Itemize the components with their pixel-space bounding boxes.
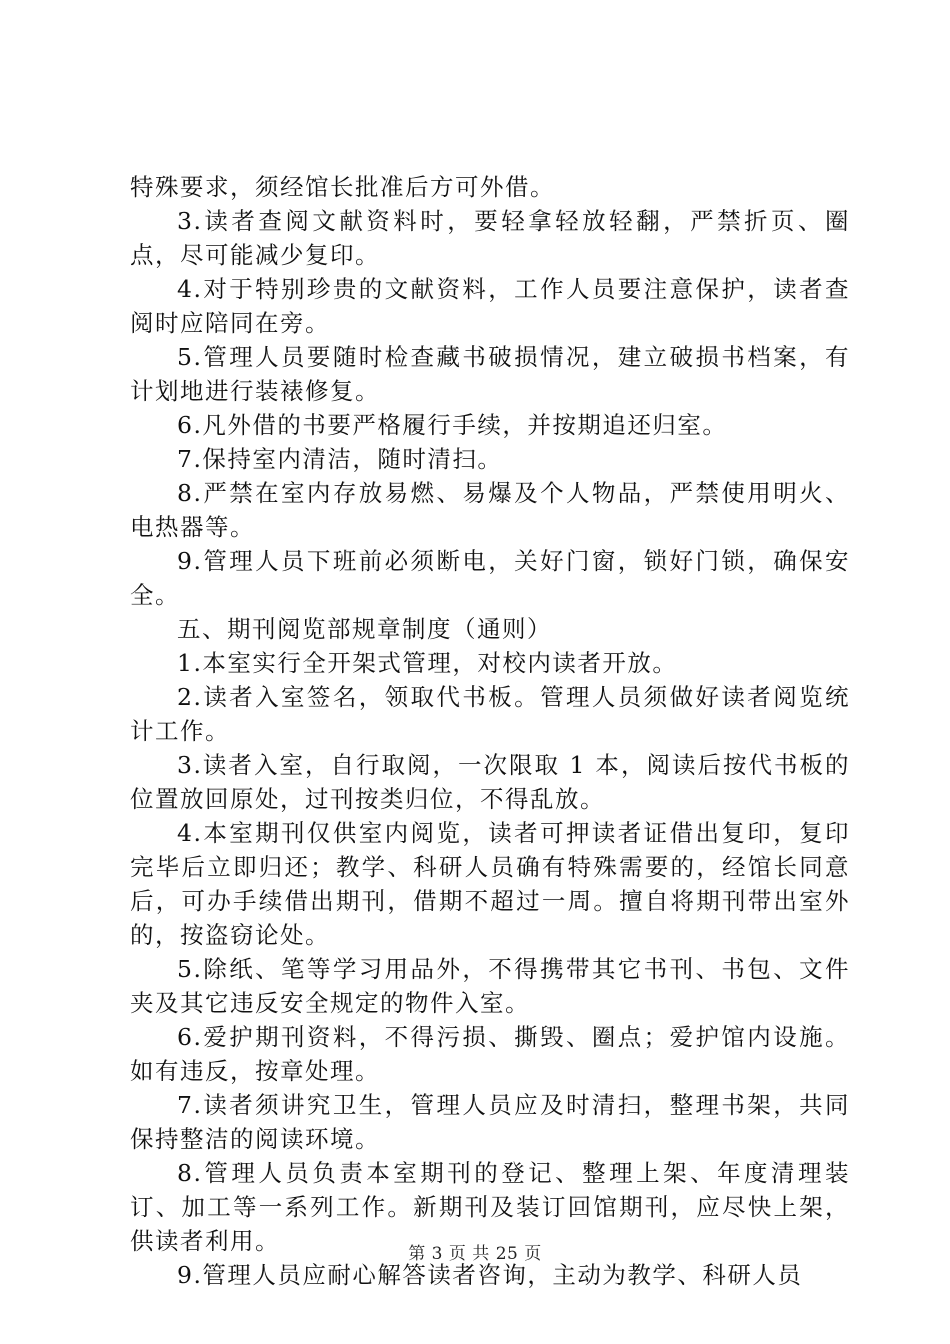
paragraph-rule-7: 7.保持室内清洁，随时清扫。 (177, 445, 503, 473)
page-number-label: 第 3 页 共 25 页 (408, 1244, 542, 1264)
paragraph-rule-8: 8.严禁在室内存放易燃、易爆及个人物品，严禁使用明火、电热器等。 (130, 479, 850, 541)
paragraph-periodical-rule-6: 6.爱护期刊资料，不得污损、撕毁、圈点；爱护馆内设施。如有违反，按章处理。 (130, 1023, 850, 1085)
paragraph-rule-4: 4.对于特别珍贵的文献资料，工作人员要注意保护，读者查阅时应陪同在旁。 (130, 275, 850, 337)
paragraph-rule-9: 9.管理人员下班前必须断电，关好门窗，锁好门锁，确保安全。 (130, 547, 850, 609)
paragraph-periodical-rule-1: 1.本室实行全开架式管理，对校内读者开放。 (177, 649, 678, 677)
paragraph-periodical-rule-3: 3.读者入室，自行取阅，一次限取 1 本，阅读后按代书板的位置放回原处，过刊按类归位，不得乱放。 (130, 751, 850, 813)
paragraph-periodical-rule-2: 2.读者入室签名，领取代书板。管理人员须做好读者阅览统计工作。 (130, 683, 850, 745)
document-body (130, 170, 850, 1292)
paragraph-periodical-rule-7: 7.读者须讲究卫生，管理人员应及时清扫，整理书架，共同保持整洁的阅读环境。 (130, 1091, 850, 1153)
paragraph-periodical-rule-5: 5.除纸、笔等学习用品外，不得携带其它书刊、书包、文件夹及其它违反安全规定的物件入室。 (130, 955, 850, 1017)
paragraph-periodical-rule-4: 4.本室期刊仅供室内阅览，读者可押读者证借出复印，复印完毕后立即归还；教学、科研人员确有特殊需要的，经馆长同意后，可办手续借出期刊，借期不超过一周。擅自将期刊带出室外的，按盗窃论处。 (130, 819, 850, 949)
paragraph-rule-5: 5.管理人员要随时检查藏书破损情况，建立破损书档案，有计划地进行装裱修复。 (130, 343, 850, 405)
paragraph-continuation: 特殊要求，须经馆长批准后方可外借。 (130, 173, 555, 201)
paragraph-periodical-rule-8: 8.管理人员负责本室期刊的登记、整理上架、年度清理装订、加工等一系列工作。新期刊及装订回馆期刊，应尽快上架，供读者利用。 (130, 1159, 850, 1255)
page-footer (0, 1242, 950, 1266)
section-heading-periodicals: 五、期刊阅览部规章制度（通则） (177, 615, 552, 643)
paragraph-rule-3: 3.读者查阅文献资料时，要轻拿轻放轻翻，严禁折页、圈点，尽可能减少复印。 (130, 207, 850, 269)
paragraph-periodical-rule-9: 9.管理人员应耐心解答读者咨询，主动为教学、科研人员 (177, 1261, 803, 1289)
paragraph-rule-6: 6.凡外借的书要严格履行手续，并按期追还归室。 (177, 411, 728, 439)
